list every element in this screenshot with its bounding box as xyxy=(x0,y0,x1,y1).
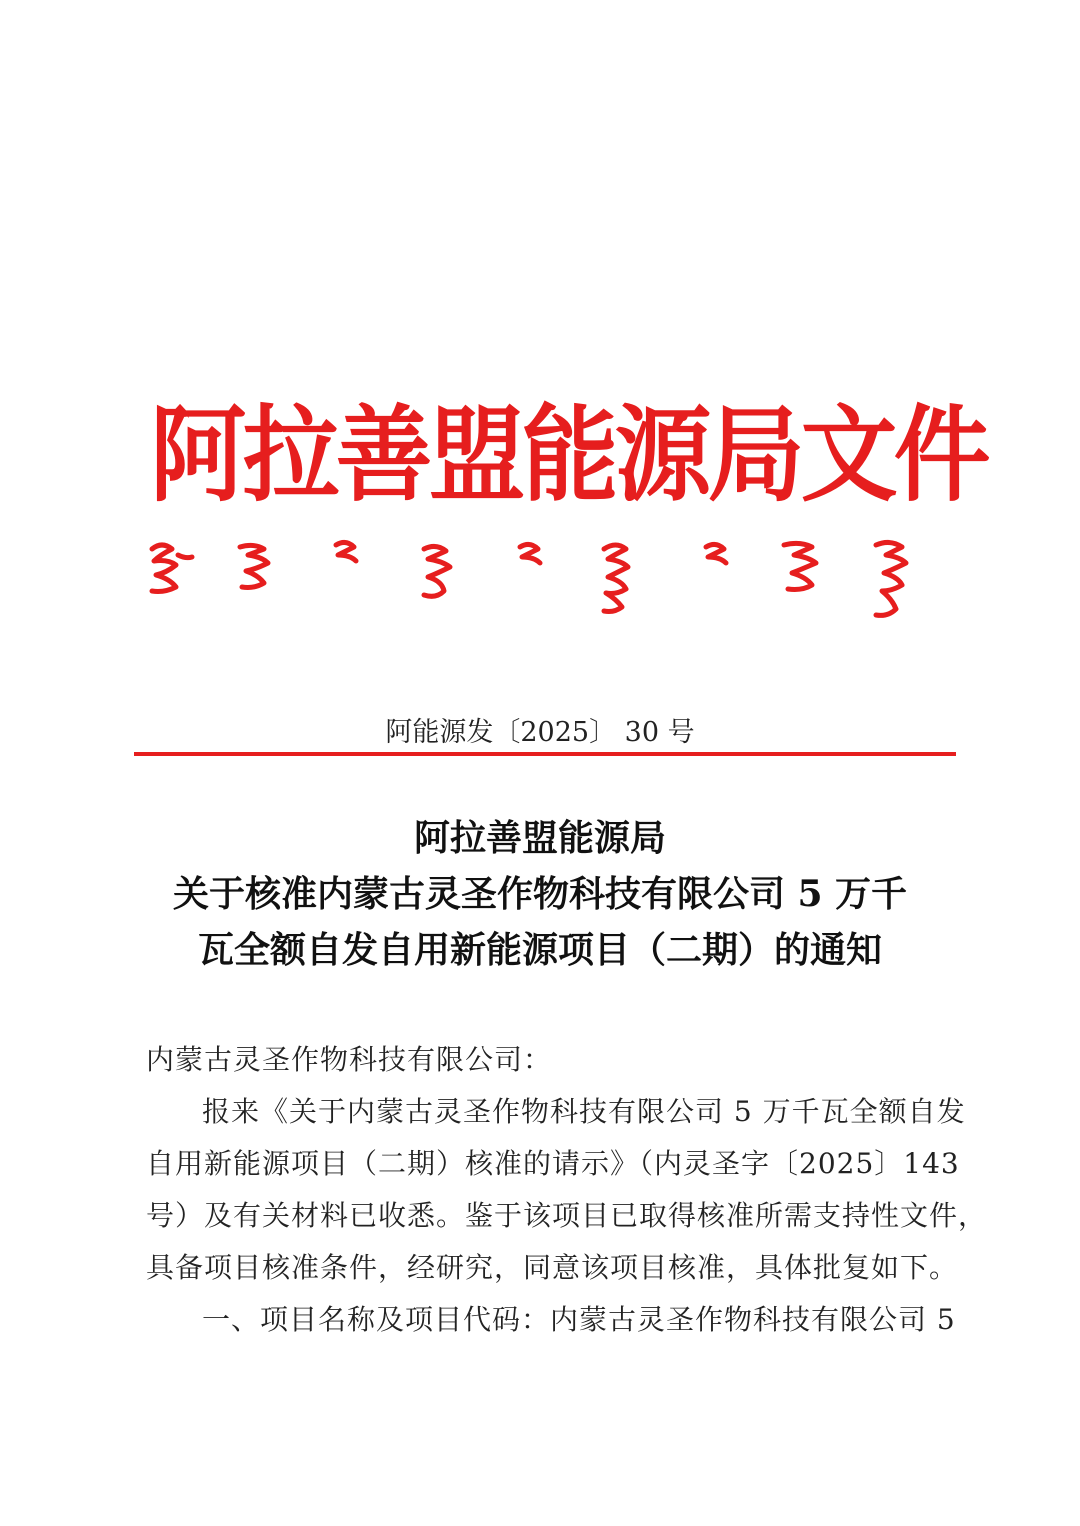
mongolian-word-7 xyxy=(706,544,726,563)
mongolian-word-2 xyxy=(240,545,268,587)
mongolian-word-1 xyxy=(152,545,192,592)
mongolian-word-3 xyxy=(336,542,356,561)
mongolian-word-5 xyxy=(520,544,540,563)
body-line-1: 报来《关于内蒙古灵圣作物科技有限公司 5 万千瓦全额自发 xyxy=(202,1095,966,1128)
issuer-masthead: 阿拉善盟能源局文件 xyxy=(149,393,987,516)
addressee: 内蒙古灵圣作物科技有限公司： xyxy=(146,1043,553,1076)
mongolian-word-9 xyxy=(876,542,906,615)
mongolian-script-masthead xyxy=(140,535,940,625)
body-line-5: 一、项目名称及项目代码：内蒙古灵圣作物科技有限公司 5 xyxy=(202,1303,956,1336)
red-divider-line xyxy=(134,752,956,756)
mongolian-word-6 xyxy=(604,545,628,612)
document-title xyxy=(120,810,960,978)
title-line-1: 阿拉善盟能源局 xyxy=(413,817,666,859)
body-line-2: 自用新能源项目（二期）核准的请示》（内灵圣字〔2025〕143 xyxy=(146,1147,960,1180)
title-line-3: 瓦全额自发自用新能源项目（二期）的通知 xyxy=(197,929,882,971)
body-line-4: 具备项目核准条件，经研究，同意该项目核准，具体批复如下。 xyxy=(146,1251,959,1284)
document-body xyxy=(146,1034,988,1346)
title-line-2: 关于核准内蒙古灵圣作物科技有限公司 5 万千 xyxy=(172,873,908,915)
document-number: 阿能源发〔2025〕 30 号 xyxy=(385,717,695,748)
mongolian-word-8 xyxy=(784,543,816,589)
body-line-3: 号）及有关材料已收悉。鉴于该项目已取得核准所需支持性文件， xyxy=(146,1199,988,1232)
mongolian-word-4 xyxy=(424,546,450,596)
